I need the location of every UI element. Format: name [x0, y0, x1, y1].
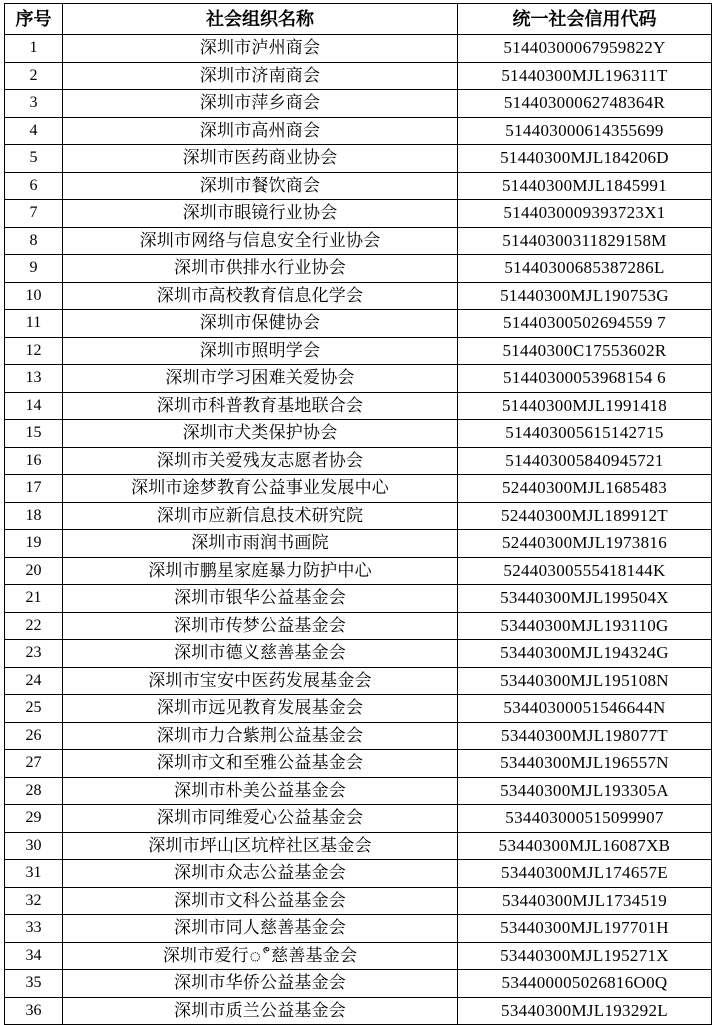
cell-credit-code: 51440300053968154 6 — [458, 365, 712, 393]
cell-credit-code: 53440300MJL199504X — [458, 585, 712, 613]
cell-organization-name: 深圳市高校教育信息化学会 — [63, 282, 458, 310]
cell-credit-code: 52440300555418144K — [458, 557, 712, 585]
cell-index: 24 — [5, 667, 63, 695]
table-header-row — [5, 4, 712, 35]
cell-credit-code: 514403000614355699 — [458, 117, 712, 145]
cell-credit-code: 52440300MJL1685483 — [458, 475, 712, 503]
cell-organization-name: 深圳市宝安中医药发展基金会 — [63, 667, 458, 695]
table-row — [5, 310, 712, 338]
cell-index: 29 — [5, 805, 63, 833]
cell-credit-code: 51440300067959822Y — [458, 35, 712, 63]
table-row — [5, 145, 712, 173]
cell-organization-name: 深圳市雨润书画院 — [63, 530, 458, 558]
cell-index: 6 — [5, 172, 63, 200]
social-organization-table — [4, 3, 712, 1025]
cell-index: 26 — [5, 722, 63, 750]
table-row — [5, 777, 712, 805]
table-row — [5, 557, 712, 585]
table-row — [5, 62, 712, 90]
cell-index: 31 — [5, 860, 63, 888]
table-header — [5, 4, 712, 35]
cell-index: 2 — [5, 62, 63, 90]
cell-credit-code: 53440300MJL198077T — [458, 722, 712, 750]
table-row — [5, 942, 712, 970]
cell-organization-name: 深圳市文和至雅公益基金会 — [63, 750, 458, 778]
table-row — [5, 255, 712, 283]
table-row — [5, 90, 712, 118]
table-row — [5, 860, 712, 888]
table-row — [5, 337, 712, 365]
cell-credit-code: 53440300MJL193305A — [458, 777, 712, 805]
cell-credit-code: 51440300MJL184206D — [458, 145, 712, 173]
table-body — [5, 35, 712, 1025]
cell-credit-code: 51440300685387286L — [458, 255, 712, 283]
cell-index: 11 — [5, 310, 63, 338]
cell-organization-name: 深圳市传梦公益基金会 — [63, 612, 458, 640]
cell-index: 27 — [5, 750, 63, 778]
cell-credit-code: 52440300MJL189912T — [458, 502, 712, 530]
cell-credit-code: 53440300MJL196557N — [458, 750, 712, 778]
cell-index: 13 — [5, 365, 63, 393]
cell-organization-name: 深圳市同维爱心公益基金会 — [63, 805, 458, 833]
table-row — [5, 365, 712, 393]
cell-index: 21 — [5, 585, 63, 613]
cell-organization-name: 深圳市学习困难关爱协会 — [63, 365, 458, 393]
table-row — [5, 530, 712, 558]
table-row — [5, 832, 712, 860]
table-row — [5, 447, 712, 475]
cell-index: 20 — [5, 557, 63, 585]
table-row — [5, 172, 712, 200]
cell-organization-name: 深圳市德义慈善基金会 — [63, 640, 458, 668]
cell-organization-name: 深圳市力合紫荆公益基金会 — [63, 722, 458, 750]
table-row — [5, 887, 712, 915]
cell-organization-name: 深圳市眼镜行业协会 — [63, 200, 458, 228]
cell-organization-name: 深圳市保健协会 — [63, 310, 458, 338]
cell-credit-code: 534400005026816O0Q — [458, 970, 712, 998]
cell-index: 5 — [5, 145, 63, 173]
column-header-index: 序号 — [5, 4, 63, 35]
cell-organization-name: 深圳市鹏星家庭暴力防护中心 — [63, 557, 458, 585]
cell-organization-name: 深圳市爱行ீ慈善基金会 — [63, 942, 458, 970]
cell-organization-name: 深圳市网络与信息安全行业协会 — [63, 227, 458, 255]
cell-credit-code: 51440300311829158M — [458, 227, 712, 255]
cell-organization-name: 深圳市质兰公益基金会 — [63, 997, 458, 1025]
cell-index: 8 — [5, 227, 63, 255]
table-row — [5, 585, 712, 613]
cell-index: 25 — [5, 695, 63, 723]
cell-credit-code: 51440300062748364R — [458, 90, 712, 118]
table-row — [5, 970, 712, 998]
cell-organization-name: 深圳市照明学会 — [63, 337, 458, 365]
table-row — [5, 695, 712, 723]
cell-index: 22 — [5, 612, 63, 640]
cell-credit-code: 514403005615142715 — [458, 420, 712, 448]
cell-organization-name: 深圳市供排水行业协会 — [63, 255, 458, 283]
table-row — [5, 227, 712, 255]
cell-index: 12 — [5, 337, 63, 365]
cell-index: 33 — [5, 915, 63, 943]
table-row — [5, 612, 712, 640]
table-row — [5, 200, 712, 228]
cell-credit-code: 53440300MJL193110G — [458, 612, 712, 640]
table-row — [5, 475, 712, 503]
cell-organization-name: 深圳市泸州商会 — [63, 35, 458, 63]
column-header-code: 统一社会信用代码 — [458, 4, 712, 35]
cell-organization-name: 深圳市朴美公益基金会 — [63, 777, 458, 805]
cell-organization-name: 深圳市关爱残友志愿者协会 — [63, 447, 458, 475]
cell-index: 28 — [5, 777, 63, 805]
cell-organization-name: 深圳市餐饮商会 — [63, 172, 458, 200]
cell-index: 7 — [5, 200, 63, 228]
cell-credit-code: 51440300MJL190753G — [458, 282, 712, 310]
cell-index: 17 — [5, 475, 63, 503]
cell-index: 16 — [5, 447, 63, 475]
cell-credit-code: 53440300MJL16087XB — [458, 832, 712, 860]
table-row — [5, 722, 712, 750]
cell-index: 9 — [5, 255, 63, 283]
cell-organization-name: 深圳市远见教育发展基金会 — [63, 695, 458, 723]
table-row — [5, 997, 712, 1025]
cell-index: 1 — [5, 35, 63, 63]
table-row — [5, 420, 712, 448]
cell-organization-name: 深圳市众志公益基金会 — [63, 860, 458, 888]
cell-credit-code: 51440300502694559 7 — [458, 310, 712, 338]
cell-organization-name: 深圳市银华公益基金会 — [63, 585, 458, 613]
cell-index: 10 — [5, 282, 63, 310]
cell-index: 19 — [5, 530, 63, 558]
cell-organization-name: 深圳市应新信息技术研究院 — [63, 502, 458, 530]
table-row — [5, 640, 712, 668]
cell-credit-code: 5144030009393723X1 — [458, 200, 712, 228]
cell-index: 30 — [5, 832, 63, 860]
cell-organization-name: 深圳市文科公益基金会 — [63, 887, 458, 915]
table-row — [5, 750, 712, 778]
cell-credit-code: 53440300MJL193292L — [458, 997, 712, 1025]
cell-index: 36 — [5, 997, 63, 1025]
cell-credit-code: 514403005840945721 — [458, 447, 712, 475]
cell-index: 34 — [5, 942, 63, 970]
table-row — [5, 35, 712, 63]
cell-organization-name: 深圳市坪山区坑梓社区基金会 — [63, 832, 458, 860]
table-row — [5, 392, 712, 420]
table-row — [5, 117, 712, 145]
cell-index: 32 — [5, 887, 63, 915]
table-row — [5, 805, 712, 833]
cell-organization-name: 深圳市犬类保护协会 — [63, 420, 458, 448]
cell-organization-name: 深圳市途梦教育公益事业发展中心 — [63, 475, 458, 503]
cell-credit-code: 53440300MJL1734519 — [458, 887, 712, 915]
cell-credit-code: 534403000515099907 — [458, 805, 712, 833]
cell-organization-name: 深圳市济南商会 — [63, 62, 458, 90]
cell-index: 23 — [5, 640, 63, 668]
cell-credit-code: 51440300MJL196311T — [458, 62, 712, 90]
cell-index: 3 — [5, 90, 63, 118]
cell-index: 15 — [5, 420, 63, 448]
table-row — [5, 915, 712, 943]
cell-credit-code: 53440300051546644N — [458, 695, 712, 723]
cell-index: 18 — [5, 502, 63, 530]
cell-organization-name: 深圳市华侨公益基金会 — [63, 970, 458, 998]
cell-index: 4 — [5, 117, 63, 145]
cell-organization-name: 深圳市萍乡商会 — [63, 90, 458, 118]
cell-credit-code: 53440300MJL194324G — [458, 640, 712, 668]
cell-organization-name: 深圳市医药商业协会 — [63, 145, 458, 173]
table-row — [5, 282, 712, 310]
cell-credit-code: 53440300MJL174657E — [458, 860, 712, 888]
cell-credit-code: 51440300MJL1845991 — [458, 172, 712, 200]
table-row — [5, 667, 712, 695]
cell-index: 14 — [5, 392, 63, 420]
cell-credit-code: 53440300MJL197701H — [458, 915, 712, 943]
cell-credit-code: 51440300C17553602R — [458, 337, 712, 365]
cell-organization-name: 深圳市高州商会 — [63, 117, 458, 145]
cell-index: 35 — [5, 970, 63, 998]
cell-credit-code: 51440300MJL1991418 — [458, 392, 712, 420]
cell-credit-code: 53440300MJL195271X — [458, 942, 712, 970]
cell-organization-name: 深圳市同人慈善基金会 — [63, 915, 458, 943]
cell-credit-code: 53440300MJL195108N — [458, 667, 712, 695]
cell-credit-code: 52440300MJL1973816 — [458, 530, 712, 558]
column-header-name: 社会组织名称 — [63, 4, 458, 35]
cell-organization-name: 深圳市科普教育基地联合会 — [63, 392, 458, 420]
table-row — [5, 502, 712, 530]
